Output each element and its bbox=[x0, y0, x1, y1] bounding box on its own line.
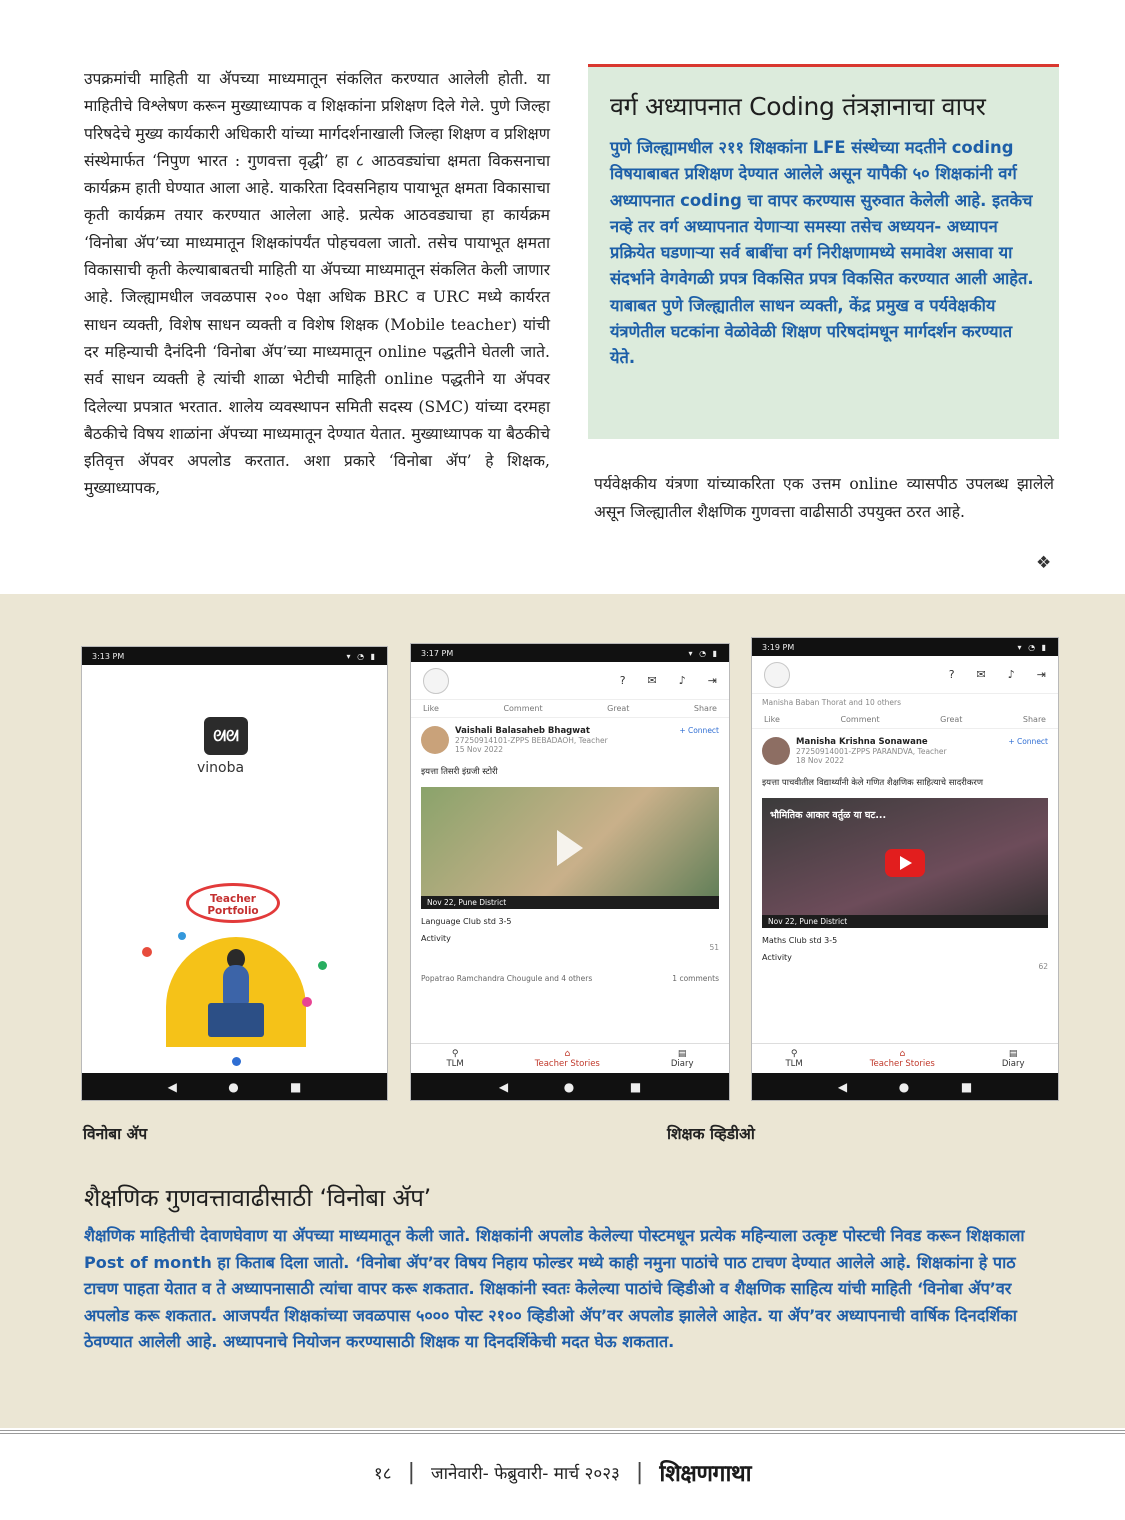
tab-diary-label: Diary bbox=[1001, 1058, 1025, 1069]
help-icon[interactable]: ? bbox=[619, 674, 626, 687]
tab-tlm[interactable] bbox=[446, 1049, 463, 1069]
recents-icon[interactable]: ■ bbox=[960, 1079, 973, 1094]
android-nav-bar bbox=[82, 1073, 387, 1100]
post-date: 15 Nov 2022 bbox=[455, 745, 504, 754]
illustration-dot bbox=[302, 997, 312, 1007]
back-icon[interactable]: ◀ bbox=[498, 1079, 509, 1094]
tab-diary-label: Diary bbox=[670, 1058, 694, 1069]
avatar[interactable] bbox=[764, 662, 790, 688]
bottom-tab-bar bbox=[411, 1043, 729, 1073]
great-button[interactable]: Great bbox=[607, 704, 630, 713]
search-icon: ⚲ bbox=[451, 1048, 459, 1059]
activity-sub: Activity bbox=[762, 953, 792, 962]
home-icon: ⌂ bbox=[564, 1048, 571, 1059]
comments-count[interactable]: 1 comments bbox=[672, 974, 719, 983]
author-avatar[interactable] bbox=[762, 737, 790, 765]
connect-button[interactable]: + Connect bbox=[1008, 737, 1048, 746]
boxout-title: वर्ग अध्यापनात Coding तंत्रज्ञानाचा वापर bbox=[610, 92, 986, 121]
illustration-dot bbox=[232, 1057, 241, 1066]
illustration-dot bbox=[178, 932, 186, 940]
vinoba-logo-text: vinoba bbox=[197, 760, 245, 776]
like-button[interactable]: Like bbox=[423, 704, 439, 713]
comment-button[interactable]: Comment bbox=[503, 704, 543, 713]
share-button[interactable]: Share bbox=[1022, 715, 1046, 724]
video-title: भौमितिक आकार वर्तुळ या घट... bbox=[770, 810, 887, 821]
tab-teacher-stories-label: Teacher Stories bbox=[534, 1058, 600, 1069]
lower-section-title: शैक्षणिक गुणवत्तावाढीसाठी ‘विनोबा ॲप’ bbox=[84, 1184, 431, 1212]
likes-summary: Popatrao Ramchandra Chougule and 4 others bbox=[421, 974, 593, 983]
issue-date: जानेवारी- फेब्रुवारी- मार्च २०२३ bbox=[431, 1463, 620, 1484]
author-name: Manisha Krishna Sonawane bbox=[796, 737, 928, 747]
top-icons bbox=[949, 668, 1046, 681]
status-icons: ▾ ◔ ▮ bbox=[346, 651, 377, 661]
tab-diary[interactable] bbox=[671, 1049, 694, 1069]
home-icon[interactable]: ● bbox=[228, 1079, 239, 1094]
top-icons bbox=[620, 674, 717, 687]
bottom-tab-bar bbox=[752, 1043, 1058, 1073]
recents-icon[interactable]: ■ bbox=[629, 1079, 642, 1094]
author-meta: 27250914001-ZPPS PARANDVA, Teacher bbox=[796, 747, 947, 756]
video-thumbnail[interactable] bbox=[762, 798, 1048, 928]
app-top-bar bbox=[752, 656, 1058, 694]
chat-icon[interactable]: ✉ bbox=[976, 668, 986, 681]
bell-icon[interactable]: ♪ bbox=[1007, 668, 1015, 681]
phone-screenshot-post-1 bbox=[410, 643, 730, 1101]
share-button[interactable]: Share bbox=[693, 704, 717, 713]
right-paragraph: पर्यवेक्षकीय यंत्रणा यांच्याकरिता एक उत्तम online व्यासपीठ उपलब्ध झालेले असून जिल्ह्यातील शैक्षणिक गुणवत्ता वाढीसाठी उपयुक्त ठरत आहे. bbox=[594, 475, 1054, 521]
tab-tlm-label: TLM bbox=[785, 1058, 803, 1069]
status-icons: ▾ ◔ ▮ bbox=[688, 648, 719, 658]
teacher-portfolio-bubble bbox=[186, 883, 280, 923]
status-time: 3:17 PM bbox=[421, 648, 454, 658]
bubble-line-2: Portfolio bbox=[207, 905, 259, 917]
video-caption: Nov 22, Pune District bbox=[421, 896, 719, 909]
back-icon[interactable]: ◀ bbox=[167, 1079, 177, 1094]
illustration-dot bbox=[318, 961, 327, 970]
post-header bbox=[421, 726, 719, 754]
avatar[interactable] bbox=[423, 668, 449, 694]
author-meta: 27250914101-ZPPS BEBADAOH, Teacher bbox=[455, 736, 608, 745]
author-info bbox=[796, 737, 947, 765]
video-thumbnail[interactable] bbox=[421, 787, 719, 909]
author-avatar[interactable] bbox=[421, 726, 449, 754]
like-button[interactable]: Like bbox=[764, 715, 780, 724]
author-name: Vaishali Balasaheb Bhagwat bbox=[455, 726, 590, 736]
phone-screenshot-post-2 bbox=[751, 637, 1059, 1101]
connect-button[interactable]: + Connect bbox=[679, 726, 719, 735]
boxout-body: पुणे जिल्ह्यामधील २११ शिक्षकांना LFE संस्थेच्या मदतीने coding विषयाबाबत प्रशिक्षण देण्यात आलेले असून यापैकी ५० शिक्षकांनी वर्ग अध्यापनात coding चा वापर करण्यास सुरुवात केलेली आहे. इतकेच नव्हे तर वर्ग अध्यापनात येणाऱ्या समस्या तसेच अध्ययन- अध्यापन प्रक्रियेत घडणाऱ्या सर्व बाबींचा वर्ग निरीक्षणामध्ये समावेश असावा या संदर्भाने वेगवेगळी प्रपत्र विकसित प्रपत्र विकसित करण्यात आली आहेत. याबाबत पुणे जिल्ह्यातील साधन व्यक्ती, केंद्र प्रमुख व पर्यवेक्षकीय यंत्रणेतील घटकांना वेळोवेळी शिक्षण परिषदांमधून मार्गदर्शन करण्यात येते. bbox=[610, 138, 1034, 368]
status-icons: ▾ ◔ ▮ bbox=[1017, 642, 1048, 652]
view-count: 51 bbox=[709, 943, 719, 952]
end-of-article-icon: ❖ bbox=[1036, 553, 1052, 573]
status-time: 3:19 PM bbox=[762, 642, 795, 652]
post-card bbox=[762, 737, 1048, 971]
post-text: इयत्ता पाचवीतील विद्यार्थ्यांनी केले गणित शैक्षणिक साहित्याचे सादरीकरण bbox=[762, 778, 984, 788]
vinoba-logo-icon: ᘛᘛ bbox=[204, 717, 248, 755]
illustration-laptop-icon bbox=[208, 1003, 264, 1037]
comment-button[interactable]: Comment bbox=[840, 715, 880, 724]
status-bar bbox=[752, 638, 1058, 656]
recents-icon[interactable]: ■ bbox=[290, 1079, 302, 1094]
chat-icon[interactable]: ✉ bbox=[647, 674, 657, 687]
tab-diary[interactable] bbox=[1002, 1049, 1025, 1069]
logout-icon[interactable]: ⇥ bbox=[1036, 668, 1046, 681]
left-paragraph: उपक्रमांची माहिती या ॲपच्या माध्यमातून संकलित करण्यात आलेली होती. या माहितीचे विश्लेषण करून मुख्याध्यापक व शिक्षकांना प्रशिक्षण दिले गेले. पुणे जिल्हा परिषदेचे मुख्य कार्यकारी अधिकारी यांच्या मार्गदर्शनाखाली जिल्हा शिक्षण व प्रशिक्षण संस्थेमार्फत ‘निपुण भारत : गुणवत्ता वृद्धी’ हा ८ आठवड्यांचा क्षमता विकसनाचा कार्यक्रम हाती घेण्यात आला आहे. याकरिता दिवसनिहाय पायाभूत क्षमता विकासाचा कृती कार्यक्रम तयार करण्यात आलेला आहे. प्रत्येक आठवड्याचा हा कार्यक्रम ‘विनोबा ॲप’च्या माध्यमातून शिक्षकांपर्यंत पोहचवला जातो. तसेच पायाभूत क्षमता विकासाची कृती केल्याबाबतची माहिती या ॲपच्या माध्यमातून संकलित केली जाणार आहे. जिल्ह्यामधील जवळपास २०० पेक्षा अधिक BRC व URC मध्ये कार्यरत साधन व्यक्ती, विशेष साधन व्यक्ती व विशेष शिक्षक (Mobile teacher) यांची दर महिन्याची दैनंदिनी ‘विनोबा ॲप’च्या माध्यमातून online पद्धतीने घेतली जाते. सर्व साधन व्यक्ती हे त्यांची शाळा भेटीची माहिती online पद्धतीने या ॲपवर दिलेल्या प्रपत्रात भरतात. शालेय व्यवस्थापन समिती सदस्य (SMC) यांच्या दरमहा बैठकीचे विषय शाळांना ॲपच्या माध्यमातून देण्यात येतात. मुख्याध्यापक या बैठकीचे इतिवृत्त ॲपवर अपलोड करतात. अशा प्रकारे ‘विनोबा ॲप’ हे शिक्षक, मुख्याध्यापक, bbox=[84, 70, 550, 498]
tab-tlm-label: TLM bbox=[446, 1058, 464, 1069]
likes-top: Manisha Baban Thorat and 10 others bbox=[762, 698, 902, 707]
status-bar bbox=[82, 647, 387, 665]
app-top-bar bbox=[411, 662, 729, 700]
lower-section-body: शैक्षणिक माहितीची देवाणघेवाण या ॲपच्या माध्यमातून केली जाते. शिक्षकांनी अपलोड केलेल्या पोस्टमधून प्रत्येक महिन्याला उत्कृष्ट पोस्टची निवड करून शिक्षकाला Post of month हा किताब दिला जातो. ‘विनोबा ॲप’वर विषय निहाय फोल्डर मध्ये काही नमुना पाठांचे पाठ टाचण देण्यात आलेले आहे. शिक्षकांना हे पाठ टाचण पाहता येतात व ते अध्यापनासाठी त्यांचा वापर करू शकतात. शिक्षकांनी स्वतः केलेल्या पाठांचे व्हिडीओ व शैक्षणिक साहित्य यांची माहिती ‘विनोबा ॲप’वर अपलोड करू शकतात. आजपर्यंत शिक्षकांच्या जवळपास ५००० पोस्ट २१०० व्हिडीओ ॲप’वर अपलोड झालेले आहेत. या ॲप’वर अध्यापनाची वार्षिक दिनदर्शिका ठेवण्यात आलेली आहे. अध्यापनाचे नियोजन करण्यासाठी शिक्षक या दिनदर्शिकेची मदत घेऊ शकतात. bbox=[84, 1226, 1025, 1351]
status-time: 3:13 PM bbox=[92, 651, 125, 661]
tab-teacher-stories[interactable] bbox=[870, 1049, 935, 1069]
reaction-row bbox=[752, 711, 1058, 729]
bubble-line-1: Teacher bbox=[210, 893, 256, 905]
coding-boxout bbox=[588, 64, 1059, 439]
activity-label: Maths Club std 3-5 bbox=[762, 936, 838, 945]
android-nav-bar bbox=[411, 1073, 729, 1100]
magazine-brand: शिक्षणगाथा bbox=[659, 1461, 752, 1487]
status-bar bbox=[411, 644, 729, 662]
phone-screenshot-vinoba bbox=[81, 646, 388, 1101]
bell-icon[interactable]: ♪ bbox=[678, 674, 686, 687]
page-footer bbox=[0, 1452, 1125, 1492]
left-column-text bbox=[84, 66, 550, 503]
diary-icon: ▤ bbox=[677, 1048, 687, 1059]
youtube-play-icon[interactable] bbox=[885, 849, 925, 877]
home-icon[interactable]: ● bbox=[898, 1079, 910, 1094]
illustration-dot bbox=[142, 947, 152, 957]
activity-sub: Activity bbox=[421, 934, 451, 943]
great-button[interactable]: Great bbox=[940, 715, 963, 724]
post-text: इयत्ता तिसरी इंग्रजी स्टोरी bbox=[421, 767, 498, 777]
diary-icon: ▤ bbox=[1008, 1048, 1018, 1059]
likes-line bbox=[421, 974, 719, 983]
post-date: 18 Nov 2022 bbox=[796, 756, 845, 765]
back-icon[interactable]: ◀ bbox=[837, 1079, 848, 1094]
help-icon[interactable]: ? bbox=[948, 668, 955, 681]
post-header bbox=[762, 737, 1048, 765]
video-caption: Nov 22, Pune District bbox=[762, 915, 1048, 928]
caption-teacher-video: शिक्षक व्हिडीओ bbox=[667, 1125, 755, 1143]
tab-teacher-stories[interactable] bbox=[535, 1049, 600, 1069]
illustration-teacher bbox=[223, 965, 249, 1005]
logout-icon[interactable]: ⇥ bbox=[707, 674, 717, 687]
tab-tlm[interactable] bbox=[785, 1049, 802, 1069]
footer-separator: | bbox=[635, 1459, 644, 1485]
page-number: १८ bbox=[373, 1463, 392, 1484]
view-count: 62 bbox=[1038, 962, 1048, 971]
reaction-row bbox=[411, 700, 729, 718]
author-info bbox=[455, 726, 608, 754]
tab-teacher-stories-label: Teacher Stories bbox=[869, 1058, 935, 1069]
home-icon: ⌂ bbox=[899, 1048, 906, 1059]
activity-label: Language Club std 3-5 bbox=[421, 917, 512, 926]
caption-vinoba-app: विनोबा ॲप bbox=[83, 1125, 148, 1143]
footer-rule bbox=[0, 1430, 1125, 1434]
home-icon[interactable]: ● bbox=[563, 1079, 575, 1094]
post-card bbox=[421, 726, 719, 983]
android-nav-bar bbox=[752, 1073, 1058, 1100]
play-icon[interactable] bbox=[557, 830, 583, 866]
search-icon: ⚲ bbox=[790, 1048, 798, 1059]
footer-separator: | bbox=[407, 1459, 415, 1485]
